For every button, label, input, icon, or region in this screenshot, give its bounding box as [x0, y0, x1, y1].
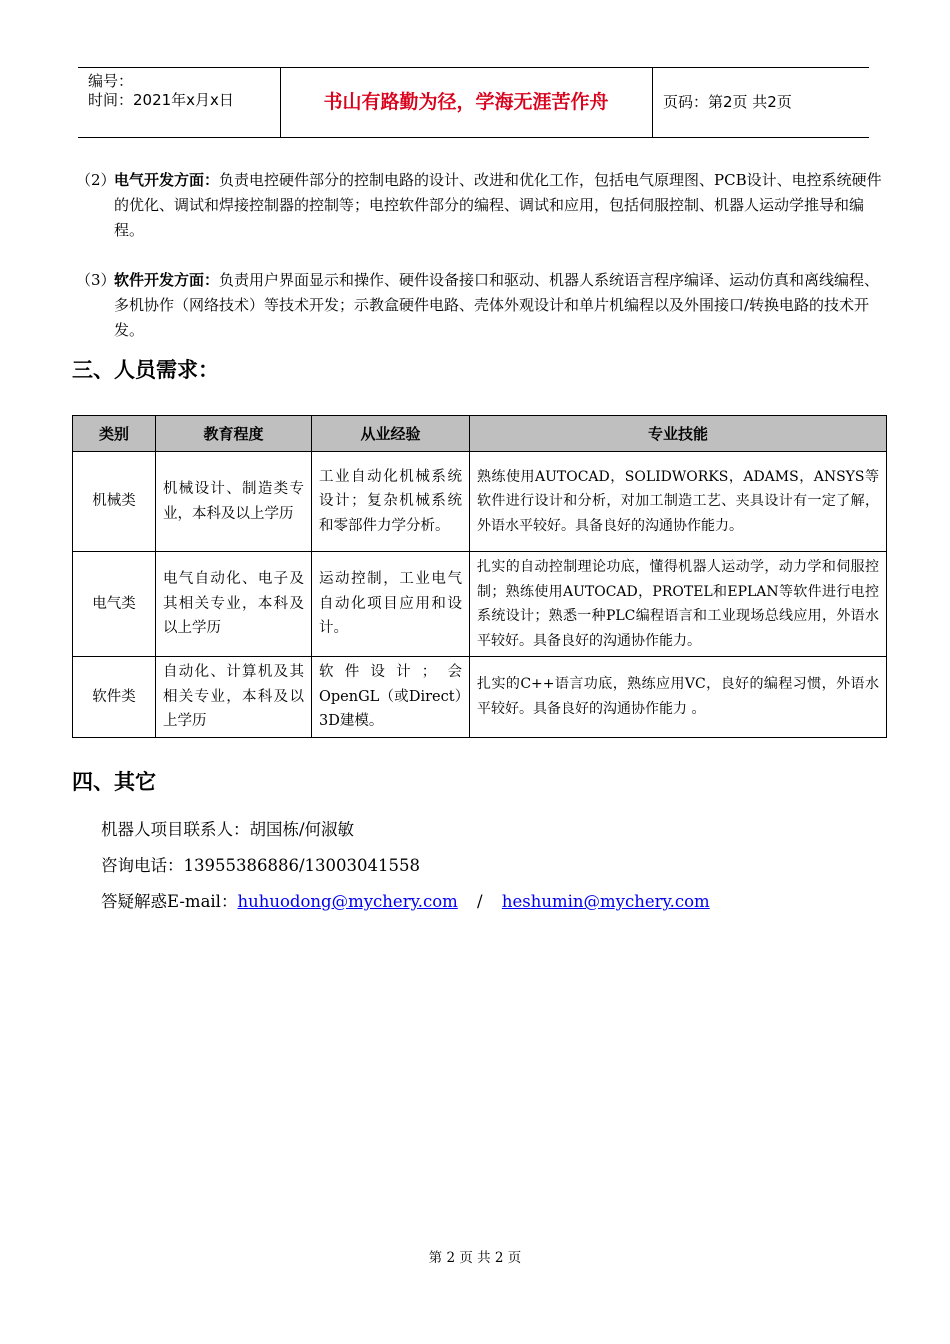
header-skills: 专业技能	[470, 416, 887, 452]
table-row	[73, 552, 887, 657]
page-info: 页码：第2页 共2页	[663, 93, 792, 111]
cell-skills: 扎实的C++语言功底，熟练应用VC，良好的编程习惯，外语水平较好。具备良好的沟通协作能力 。	[470, 657, 887, 738]
header-education: 教育程度	[156, 416, 312, 452]
header-experience: 从业经验	[312, 416, 470, 452]
motto: 书山有路勤为径，学海无涯苦作舟	[323, 91, 609, 113]
cell-category: 电气类	[73, 552, 156, 657]
header-category: 类别	[73, 416, 156, 452]
email-link-2[interactable]: heshumin@mychery.com	[501, 892, 710, 911]
cell-experience: 软件设计；会OpenGL（或Direct）3D建模。	[312, 657, 470, 738]
cell-experience: 运动控制，工业电气自动化项目应用和设计。	[312, 552, 470, 657]
section-title-other: 四、其它	[72, 770, 156, 794]
header-page-cell	[653, 68, 869, 137]
table-header-row	[73, 416, 887, 452]
paragraph-heading: 软件开发方面：	[114, 271, 220, 289]
contact-email-line	[101, 890, 710, 914]
cell-education: 机械设计、制造类专业，本科及以上学历	[156, 452, 312, 552]
cell-education: 电气自动化、电子及其相关专业，本科及以上学历	[156, 552, 312, 657]
section-title-staffing: 三、人员需求：	[72, 358, 219, 382]
email-link-1[interactable]: huhuodong@mychery.com	[237, 892, 458, 911]
cell-category: 机械类	[73, 452, 156, 552]
page-header	[78, 67, 869, 138]
cell-skills: 扎实的自动控制理论功底，懂得机器人运动学，动力学和伺服控制；熟练使用AUTOCAD，PROTEL和EPLAN等软件进行电控系统设计；熟悉一种PLC编程语言和工业现场总线应用，外语水平较好。具备良好的沟通协作能力。	[470, 552, 887, 657]
page-footer: 第 2 页 共 2 页	[428, 1250, 522, 1266]
cell-experience: 工业自动化机械系统设计；复杂机械系统和零部件力学分析。	[312, 452, 470, 552]
header-meta	[78, 68, 281, 137]
serial-label: 编号：	[88, 72, 134, 90]
table-row	[73, 657, 887, 738]
date-line: 时间：2021年x月x日	[88, 91, 234, 109]
paragraph-text: 负责电控硬件部分的控制电路的设计、改进和优化工作，包括电气原理图、PCB设计、电控系统硬件的优化、调试和焊接控制器的控制等；电控软件部分的编程、调试和应用，包括伺服控制、机器人运动学推导和编程。	[114, 171, 882, 239]
requirements-table	[72, 415, 887, 738]
contact-person: 机器人项目联系人：胡国栋/何淑敏	[101, 820, 355, 839]
email-separator: /	[477, 892, 483, 911]
paragraph-heading: 电气开发方面：	[114, 171, 220, 189]
paragraph-electrical	[76, 168, 886, 243]
table-row	[73, 452, 887, 552]
cell-skills: 熟练使用AUTOCAD，SOLIDWORKS，ADAMS，ANSYS等软件进行设计和分析，对加工制造工艺、夹具设计有一定了解，外语水平较好。具备良好的沟通协作能力。	[470, 452, 887, 552]
paragraph-text: 负责用户界面显示和操作、硬件设备接口和驱动、机器人系统语言程序编译、运动仿真和离线编程、多机协作（网络技术）等技术开发；示教盒硬件电路、壳体外观设计和单片机编程以及外围接口/转换电路的技术开发。	[114, 271, 880, 339]
cell-education: 自动化、计算机及其相关专业，本科及以上学历	[156, 657, 312, 738]
paragraph-number: （2）	[76, 171, 116, 189]
paragraph-number: （3）	[76, 271, 116, 289]
email-label: 答疑解惑E-mail：	[101, 892, 238, 911]
contact-phone: 咨询电话：13955386886/13003041558	[101, 856, 421, 875]
paragraph-software	[76, 268, 886, 343]
header-motto-cell	[280, 68, 653, 137]
cell-category: 软件类	[73, 657, 156, 738]
